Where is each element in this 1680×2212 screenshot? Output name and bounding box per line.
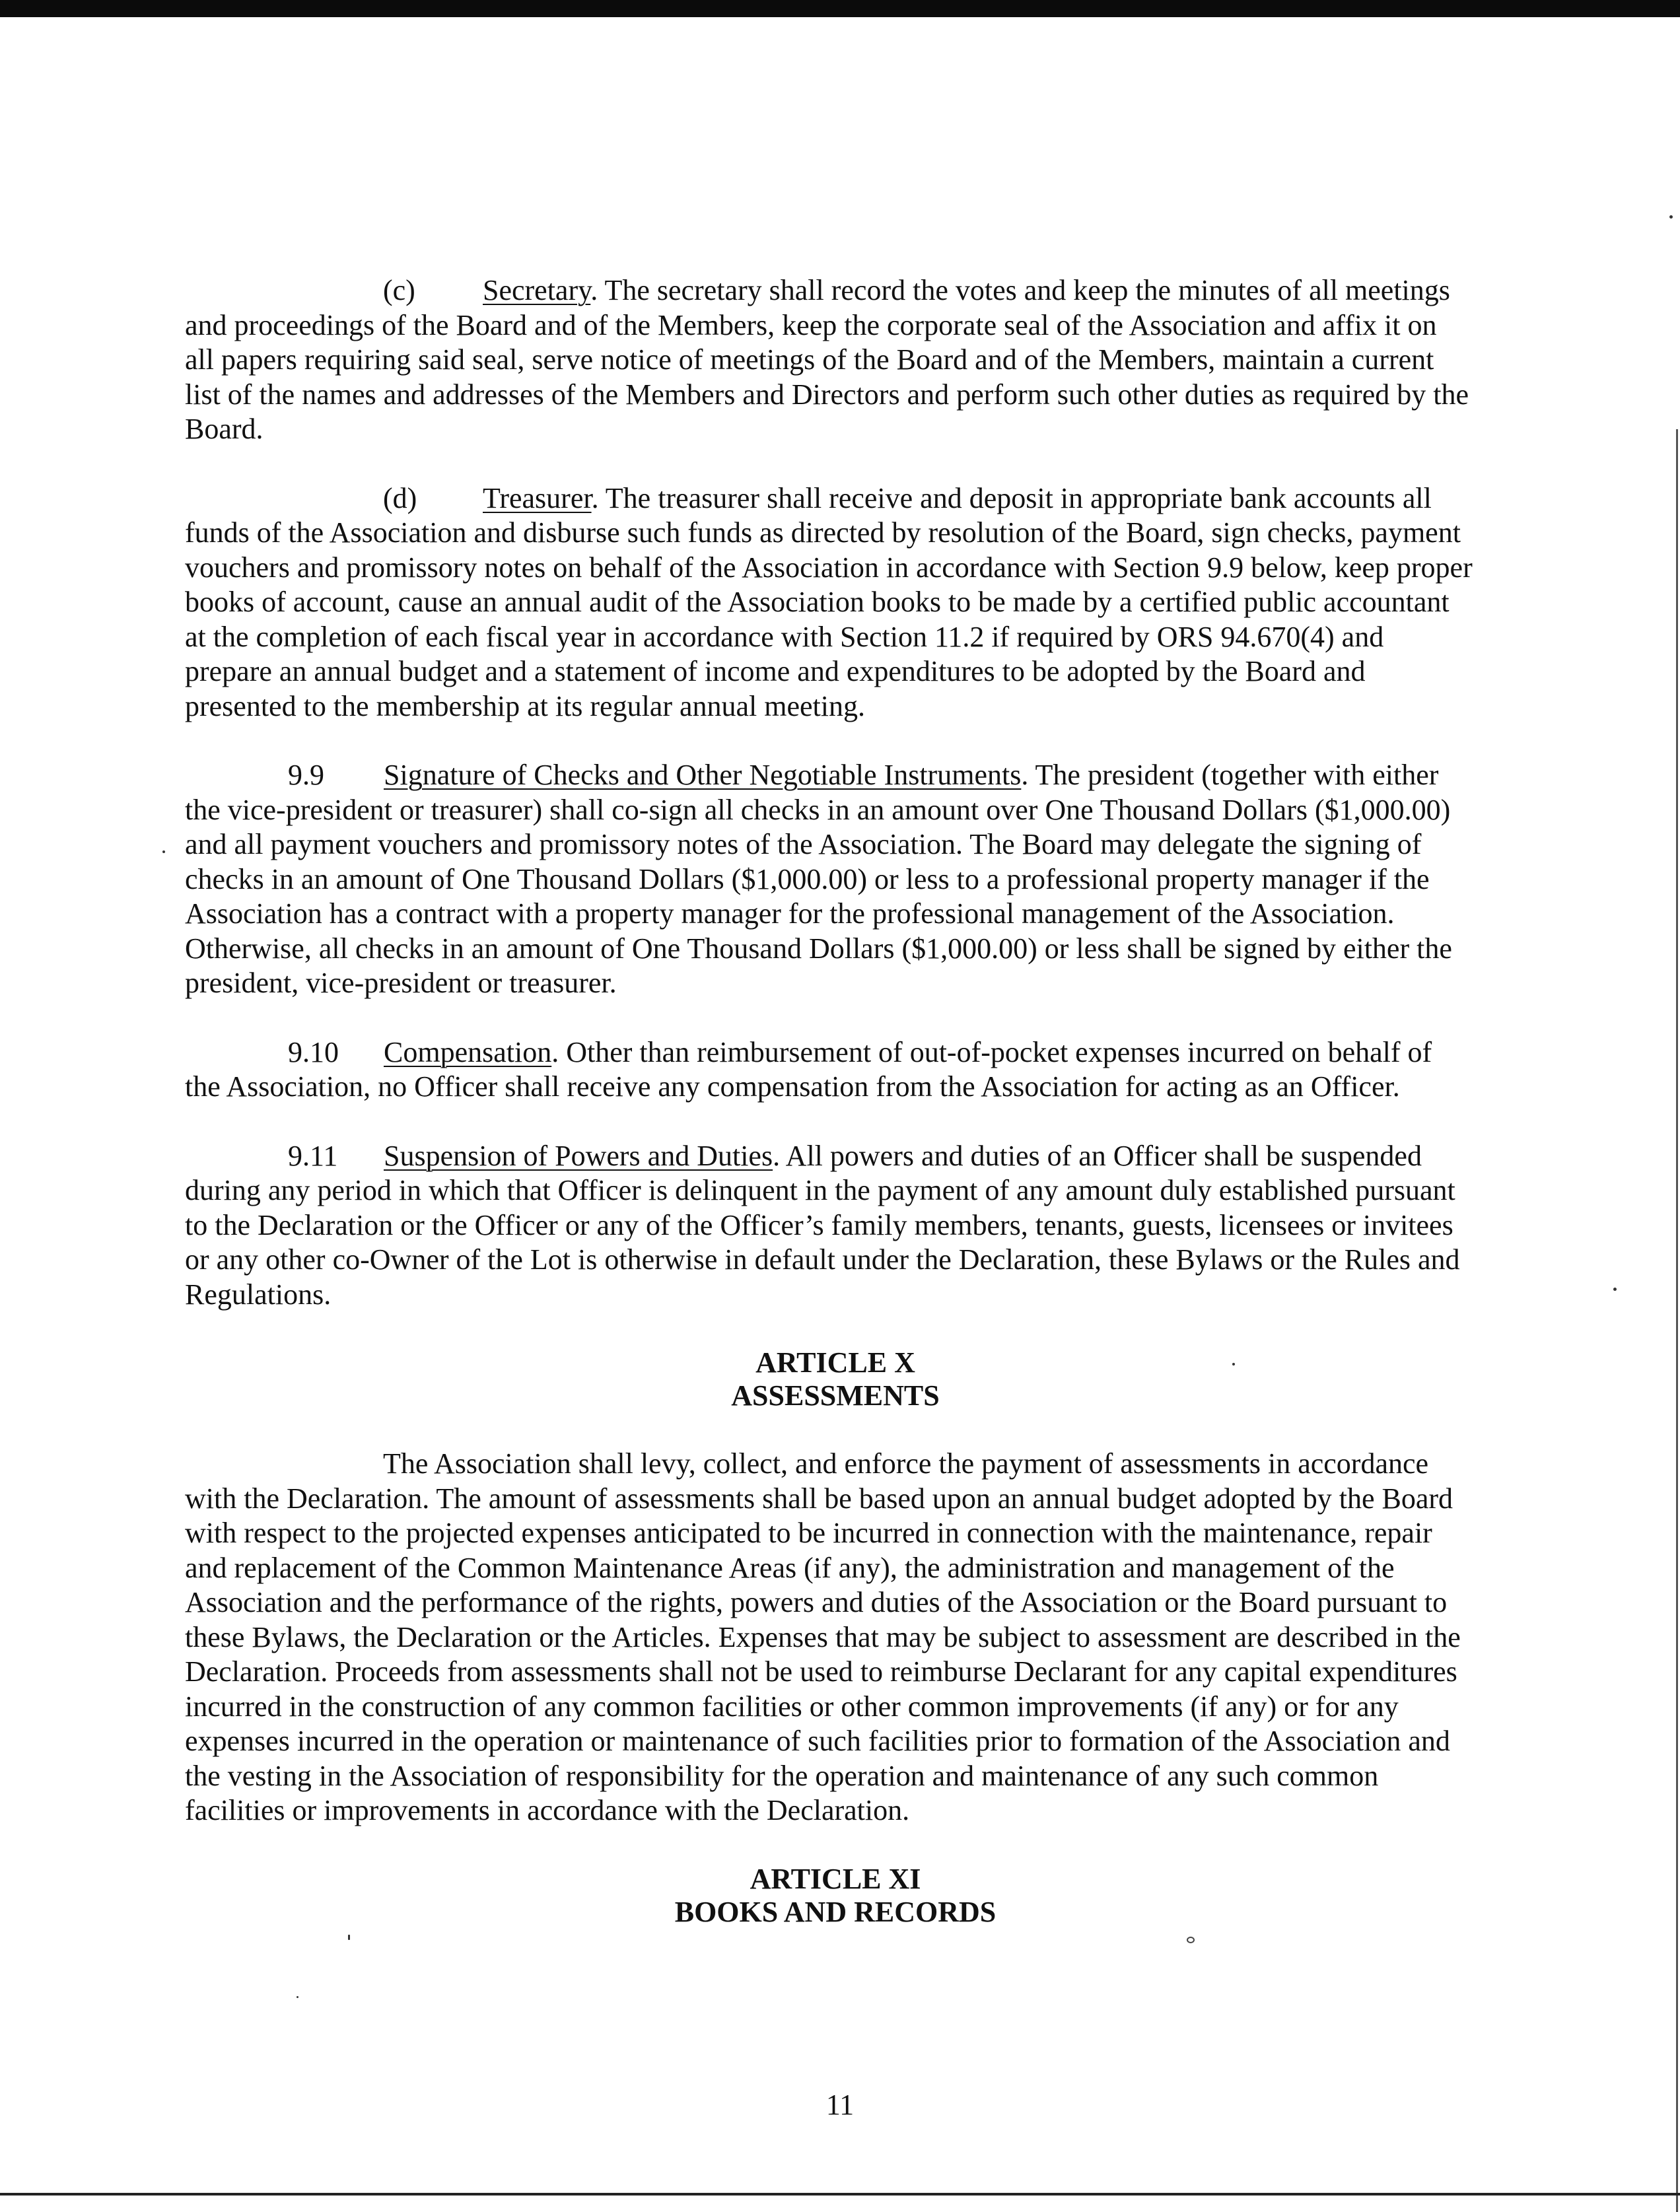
section-9-9 — [185, 758, 1473, 1001]
section-heading: Compensation — [384, 1035, 552, 1068]
section-marker: (c) — [383, 274, 415, 306]
scan-speck — [1669, 215, 1673, 219]
section-heading: Signature of Checks and Other Negotiable Instruments — [384, 759, 1022, 791]
scan-speck — [1613, 1288, 1617, 1291]
section-9-11 — [185, 1139, 1473, 1313]
scan-top-border — [0, 0, 1680, 17]
scan-speck — [162, 850, 165, 853]
section-text: . The treasurer shall receive and deposit in appropriate bank accounts all funds of the Association and disburse such funds as directed by resolution of the Board, sign checks, payment vouchers and promissory notes on behalf of the Association in accordance with Section 9.9 below, keep proper books of account, cause an annual audit of the Association books to be made by a certified public accountant at the completion of each fiscal year in accordance with Section 11.2 if required by ORS 94.670(4) and prepare an annual budget and a statement of income and expenditures to be adopted by the Board and presented to the membership at its regular annual meeting. — [185, 481, 1473, 722]
section-text: . The secretary shall record the votes and keep the minutes of all meetings and proceedings of the Board and of the Members, keep the corporate seal of the Association and affix it on all papers requiring said seal, serve notice of meetings of the Board and of the Members, maintain a current list of the names and addresses of the Members and Directors and perform such other duties as required by the Board. — [185, 274, 1469, 445]
article-title: ASSESSMENTS — [731, 1379, 940, 1412]
section-text: . The president (together with either the vice-president or treasurer) shall co-sign all checks in an amount over One Thousand Dollars ($1,000.00) and all payment vouchers and promissory notes of the Association. The Board may delegate the signing of checks in an amount of One Thousand Dollars ($1,000.00) or less to a professional property manager if the Association has a contract with a property manager for the professional management of the Association. Otherwise, all checks in an amount of One Thousand Dollars ($1,000.00) or less shall be signed by either the president, vice-president or treasurer. — [185, 759, 1452, 999]
scan-speck — [297, 1996, 298, 1998]
article-number: ARTICLE X — [755, 1346, 915, 1379]
scan-speck — [348, 1935, 350, 1940]
section-text: . All powers and duties of an Officer shall be suspended during any period in which that Officer is delinquent in the payment of any amount duly established pursuant to the Declaration or the Officer or any of the Officer’s family members, tenants, guests, licensees or invitees or any other co-Owner of the Lot is otherwise in default under the Declaration, these Bylaws or the Rules and Regulations. — [185, 1139, 1460, 1311]
section-treasurer — [185, 481, 1473, 724]
article-number: ARTICLE XI — [750, 1862, 921, 1895]
section-heading: Treasurer — [483, 481, 592, 514]
section-9-10 — [185, 1035, 1473, 1105]
article-title: BOOKS AND RECORDS — [674, 1895, 997, 1928]
scan-right-edge — [1676, 429, 1678, 2212]
section-heading: Suspension of Powers and Duties — [384, 1139, 773, 1172]
section-number: 9.9 — [288, 759, 324, 791]
section-heading: Secretary — [483, 274, 591, 306]
section-marker: (d) — [383, 481, 417, 514]
paragraph-text: The Association shall levy, collect, and enforce the payment of assessments in accordance with the Declaration. The amount of assessments shall be based upon an annual budget adopted by the Board with respect to the projected expenses anticipated to be incurred in connection with the maintenance, repair and replacement of the Common Maintenance Areas (if any), the administration and management of the Association and the performance of the rights, powers and duties of the Association or the Board pursuant to these Bylaws, the Declaration or the Articles. Expenses that may be subject to assessment are described in the Declaration. Proceeds from assessments shall not be used to reimburse Declarant for any capital expenditures incurred in the construction of any common facilities or other common improvements (if any) or for any expenses incurred in the operation or maintenance of such facilities prior to formation of the Association and the vesting in the Association of responsibility for the operation and maintenance of any such common facilities or improvements in accordance with the Declaration. — [185, 1447, 1461, 1826]
assessments-paragraph — [185, 1447, 1473, 1828]
page-number: 11 — [825, 2089, 855, 2121]
document-body — [185, 273, 1473, 1929]
section-text: . Other than reimbursement of out-of-pocket expenses incurred on behalf of the Association, no Officer shall receive any compensation from the Association for acting as an Officer. — [185, 1035, 1432, 1103]
section-number: 9.11 — [288, 1139, 338, 1172]
article-xi-heading — [185, 1863, 1473, 1929]
section-number: 9.10 — [288, 1035, 339, 1068]
article-x-heading — [185, 1346, 1473, 1412]
scan-speck — [1187, 1937, 1195, 1943]
scan-bottom-border — [0, 2193, 1680, 2195]
section-secretary — [185, 273, 1473, 447]
